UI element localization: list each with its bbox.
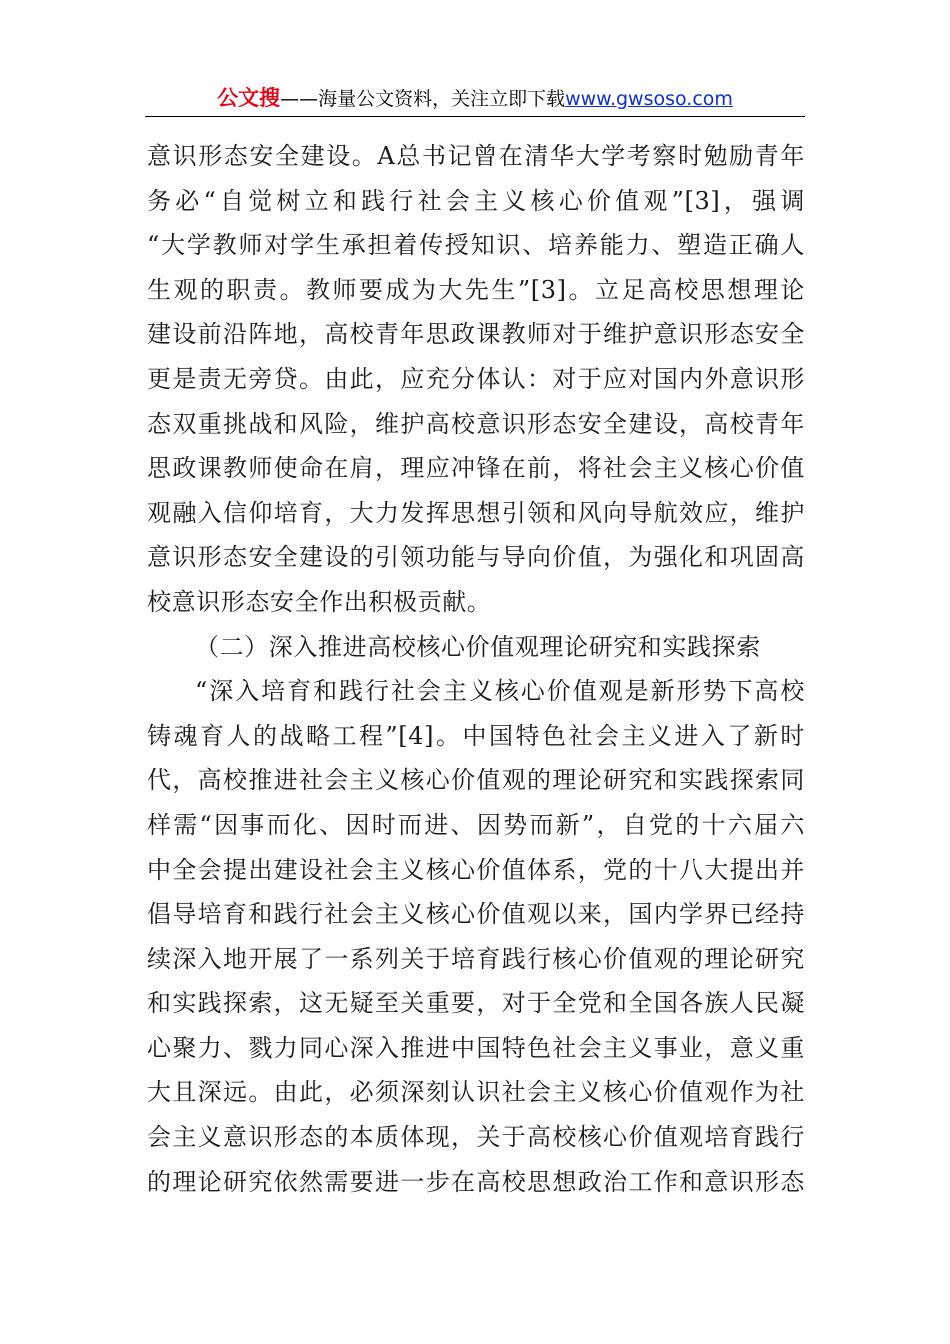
text-line: 心聚力、戮力同心深入推进中国特色社会主义事业，意义重 (147, 1033, 805, 1062)
header-divider (145, 116, 805, 117)
text-line: “大学教师对学生承担着传授知识、培养能力、塑造正确人 (147, 231, 805, 260)
text-line: 意识形态安全建设。A总书记曾在清华大学考察时勉励青年 (147, 142, 805, 170)
text-line: 续深入地开展了一系列关于培育践行核心价值观的理论研究 (147, 944, 805, 973)
header-tagline: ——海量公文资料，关注立即下载 (280, 88, 566, 110)
page-header (145, 80, 805, 116)
text-line: 和实践探索，这无疑至关重要，对于全党和全国各族人民凝 (147, 989, 805, 1018)
document-body (147, 134, 805, 1204)
text-line: 会主义意识形态的本质体现，关于高校核心价值观培育践行 (147, 1123, 805, 1152)
text-line: 倡导培育和践行社会主义核心价值观以来，国内学界已经持 (147, 900, 805, 929)
text-line: 代，高校推进社会主义核心价值观的理论研究和实践探索同 (147, 766, 805, 795)
text-line: 的理论研究依然需要进一步在高校思想政治工作和意识形态 (147, 1167, 805, 1196)
text-line: 大且深远。由此，必须深刻认识社会主义核心价值观作为社 (147, 1078, 805, 1107)
text-line: “深入培育和践行社会主义核心价值观是新形势下高校 (195, 677, 805, 706)
text-line: 生观的职责。教师要成为大先生”[3]。立足高校思想理论 (147, 275, 805, 304)
text-line: 意识形态安全建设的引领功能与导向价值，为强化和巩固高 (147, 543, 805, 572)
text-line: 中全会提出建设社会主义核心价值体系，党的十八大提出并 (147, 855, 805, 884)
text-line: 观融入信仰培育，大力发挥思想引领和风向导航效应，维护 (147, 498, 805, 527)
text-line: 铸魂育人的战略工程”[4]。中国特色社会主义进入了新时 (147, 721, 805, 750)
text-line: 态双重挑战和风险，维护高校意识形态安全建设，高校青年 (147, 409, 805, 438)
site-link[interactable]: www.gwsoso.com (565, 88, 733, 110)
text-line: 样需“因事而化、因时而进、因势而新”，自党的十六届六 (147, 810, 805, 839)
brand-logo-text: 公文搜 (217, 86, 281, 110)
text-line: 建设前沿阵地，高校青年思政课教师对于维护意识形态安全 (147, 320, 805, 349)
text-line: 更是责无旁贷。由此，应充分体认：对于应对国内外意识形 (147, 364, 805, 393)
section-heading: （二）深入推进高校核心价值观理论研究和实践探索 (195, 632, 761, 661)
text-line: 务必“自觉树立和践行社会主义核心价值观”[3]，强调 (147, 186, 805, 215)
text-line: 校意识形态安全作出积极贡献。 (147, 587, 492, 616)
text-line: 思政课教师使命在肩，理应冲锋在前，将社会主义核心价值 (147, 454, 805, 483)
